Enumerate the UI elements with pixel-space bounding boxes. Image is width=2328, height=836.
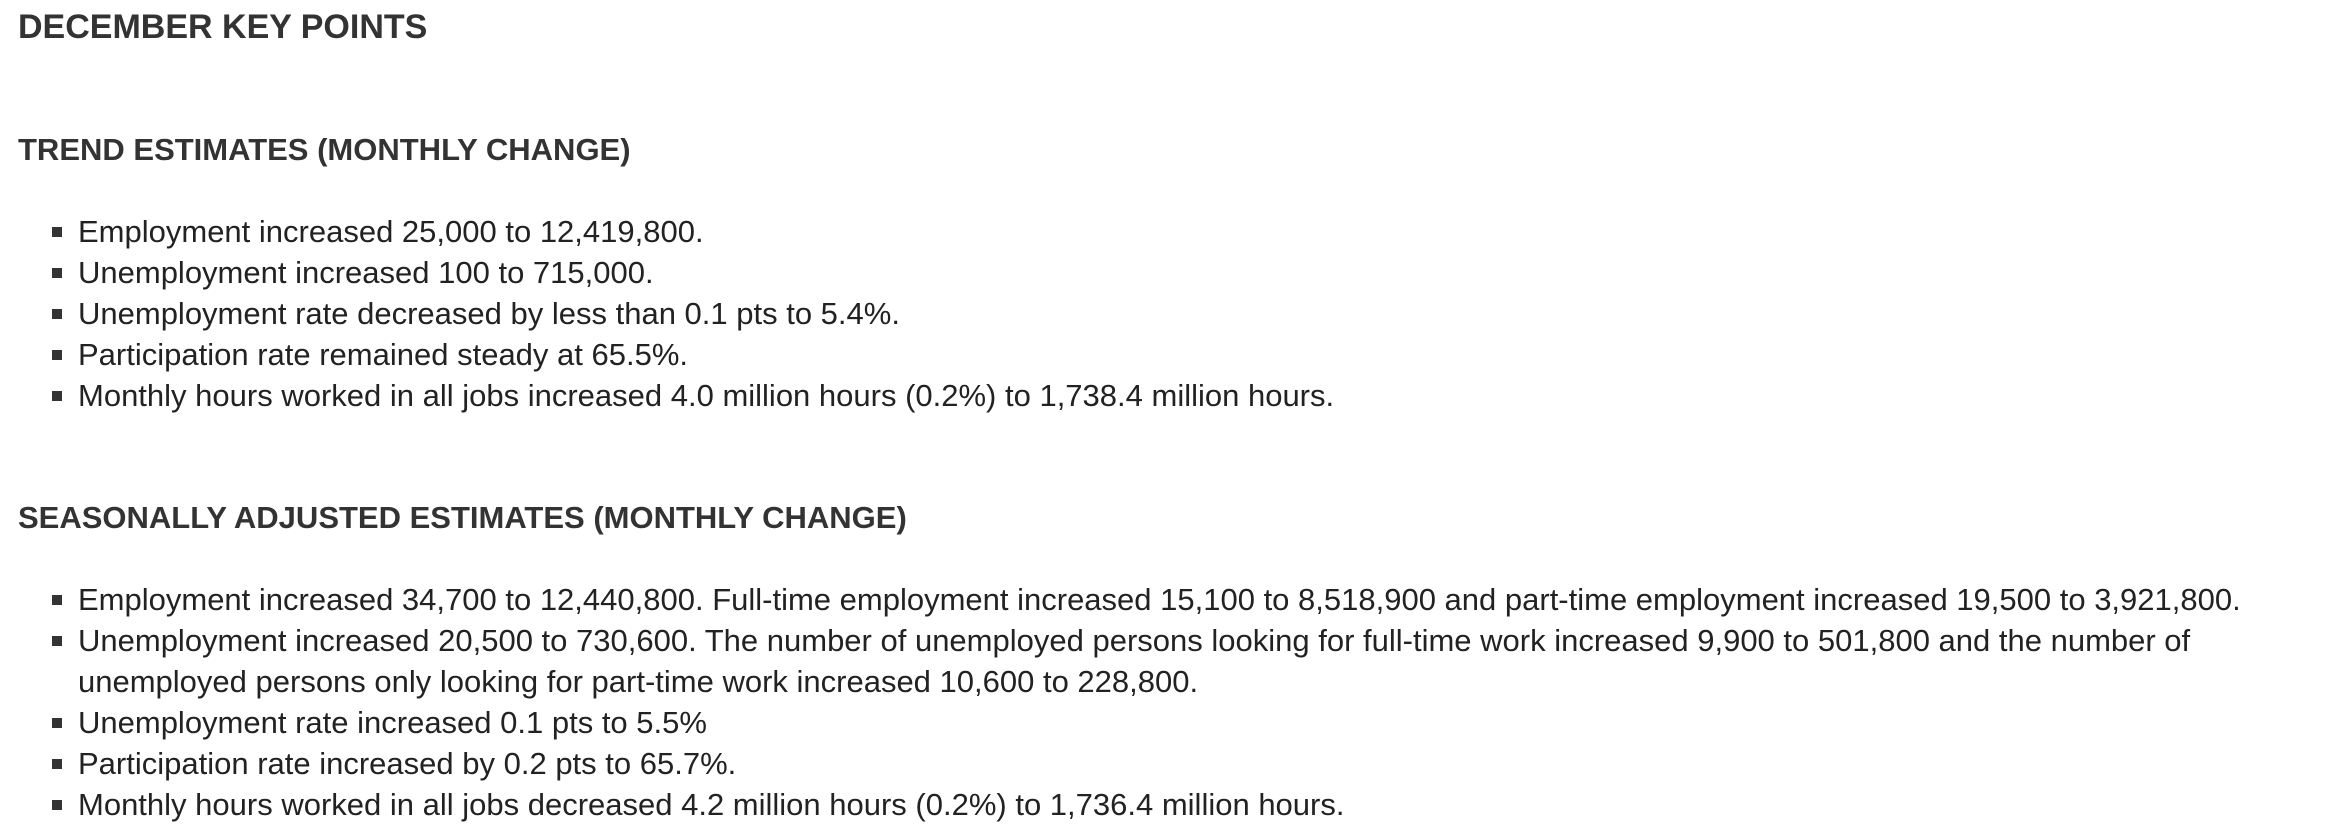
- square-bullet-icon: [52, 227, 62, 237]
- list-item-text: Unemployment increased 20,500 to 730,600. The number of unemployed persons looking for full-time work increased 9,900 to 501,800 and the number of unemployed persons only looking for part-time work increased 10,600 to 228,800.: [78, 623, 2191, 699]
- list-item: [50, 620, 2320, 702]
- list-item-text: Participation rate increased by 0.2 pts to 65.7%.: [78, 746, 737, 781]
- square-bullet-icon: [52, 391, 62, 401]
- list-item: [50, 743, 2320, 784]
- page-title: DECEMBER KEY POINTS: [18, 8, 428, 46]
- list-item: [50, 334, 2320, 375]
- list-item-text: Monthly hours worked in all jobs increased 4.0 million hours (0.2%) to 1,738.4 million hours.: [78, 378, 1335, 413]
- list-item-text: Employment increased 34,700 to 12,440,800. Full-time employment increased 15,100 to 8,518,900 and part-time employment increased 19,500 to 3,921,800.: [78, 582, 2241, 617]
- square-bullet-icon: [52, 718, 62, 728]
- list-item: [50, 211, 2320, 252]
- list-item-text: Participation rate remained steady at 65.5%.: [78, 337, 689, 372]
- square-bullet-icon: [52, 309, 62, 319]
- square-bullet-icon: [52, 595, 62, 605]
- list-item: [50, 375, 2320, 416]
- list-item: [50, 293, 2320, 334]
- list-item: [50, 702, 2320, 743]
- seasonally-adjusted-estimates-heading: SEASONALLY ADJUSTED ESTIMATES (MONTHLY CHANGE): [18, 500, 907, 535]
- list-item: [50, 252, 2320, 293]
- trend-estimates-heading: TREND ESTIMATES (MONTHLY CHANGE): [18, 132, 631, 167]
- list-item-text: Unemployment increased 100 to 715,000.: [78, 255, 654, 290]
- seasonally-adjusted-estimates-list: [50, 579, 2320, 825]
- list-item-text: Unemployment rate decreased by less than 0.1 pts to 5.4%.: [78, 296, 900, 331]
- square-bullet-icon: [52, 350, 62, 360]
- list-item: [50, 784, 2320, 825]
- square-bullet-icon: [52, 759, 62, 769]
- trend-estimates-list: [50, 211, 2320, 416]
- square-bullet-icon: [52, 800, 62, 810]
- list-item-text: Unemployment rate increased 0.1 pts to 5.5%: [78, 705, 707, 740]
- list-item: [50, 579, 2320, 620]
- list-item-text: Employment increased 25,000 to 12,419,800.: [78, 214, 704, 249]
- square-bullet-icon: [52, 636, 62, 646]
- square-bullet-icon: [52, 268, 62, 278]
- list-item-text: Monthly hours worked in all jobs decreased 4.2 million hours (0.2%) to 1,736.4 million hours.: [78, 787, 1345, 822]
